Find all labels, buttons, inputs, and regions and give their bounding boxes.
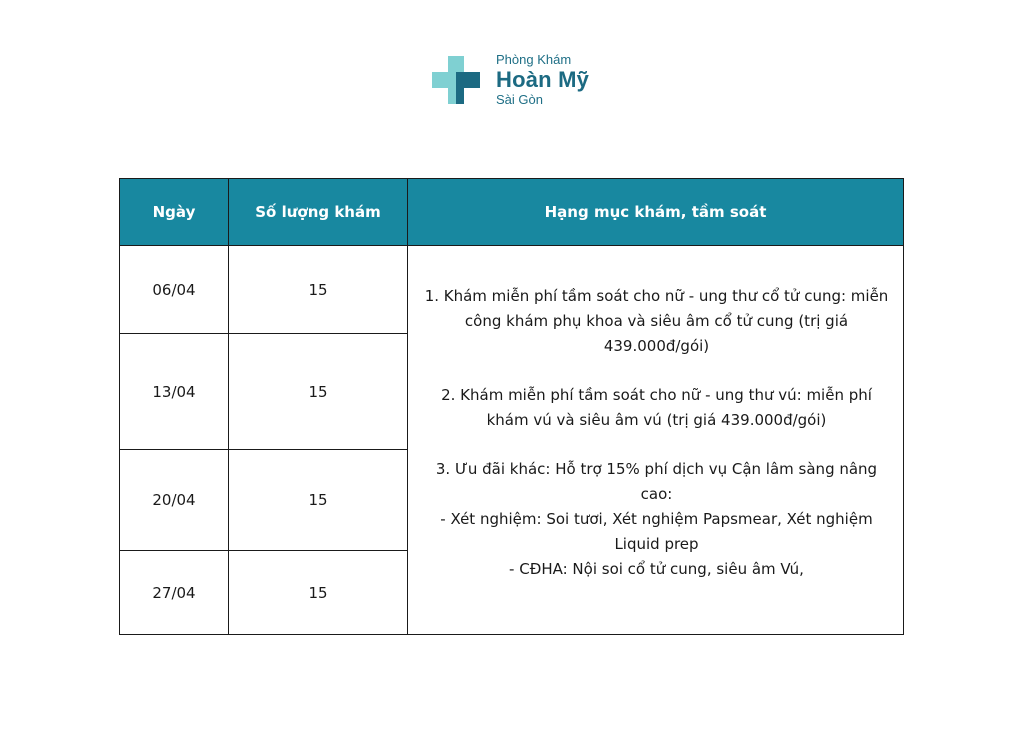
header-items: Hạng mục khám, tầm soát — [408, 179, 904, 246]
row-date: 06/04 — [120, 246, 229, 334]
items-cell — [408, 246, 904, 635]
row-count: 15 — [229, 551, 408, 635]
schedule-table — [119, 178, 904, 635]
row-count: 15 — [229, 450, 408, 551]
row-count: 15 — [229, 246, 408, 334]
logo-line-3: Sài Gòn — [496, 92, 543, 107]
item-1: 1. Khám miễn phí tầm soát cho nữ - ung thư cổ tử cung: miễn công khám phụ khoa và siêu âm cổ tử cung (trị giá 439.000đ/gói) — [424, 287, 889, 355]
header-date: Ngày — [120, 179, 229, 246]
row-date: 20/04 — [120, 450, 229, 551]
row-count: 15 — [229, 334, 408, 450]
item-3-sub-2: - CĐHA: Nội soi cổ tử cung, siêu âm Vú, — [509, 560, 804, 578]
table-header-row — [120, 179, 904, 246]
clinic-logo — [430, 52, 630, 112]
logo-line-1: Phòng Khám — [496, 52, 572, 67]
row-date: 27/04 — [120, 551, 229, 635]
item-3-sub-1: - Xét nghiệm: Soi tươi, Xét nghiệm Papsmear, Xét nghiệm Liquid prep — [440, 510, 873, 553]
item-3: 3. Ưu đãi khác: Hỗ trợ 15% phí dịch vụ Cận lâm sàng nâng cao: — [435, 460, 878, 503]
table-row — [120, 246, 904, 334]
header-count: Số lượng khám — [229, 179, 408, 246]
logo-line-2: Hoàn Mỹ — [496, 67, 590, 92]
item-2: 2. Khám miễn phí tầm soát cho nữ - ung thư vú: miễn phí khám vú và siêu âm vú (trị giá 439.000đ/gói) — [441, 386, 872, 429]
logo-text — [496, 52, 589, 108]
row-date: 13/04 — [120, 334, 229, 450]
medical-cross-icon — [430, 54, 482, 106]
